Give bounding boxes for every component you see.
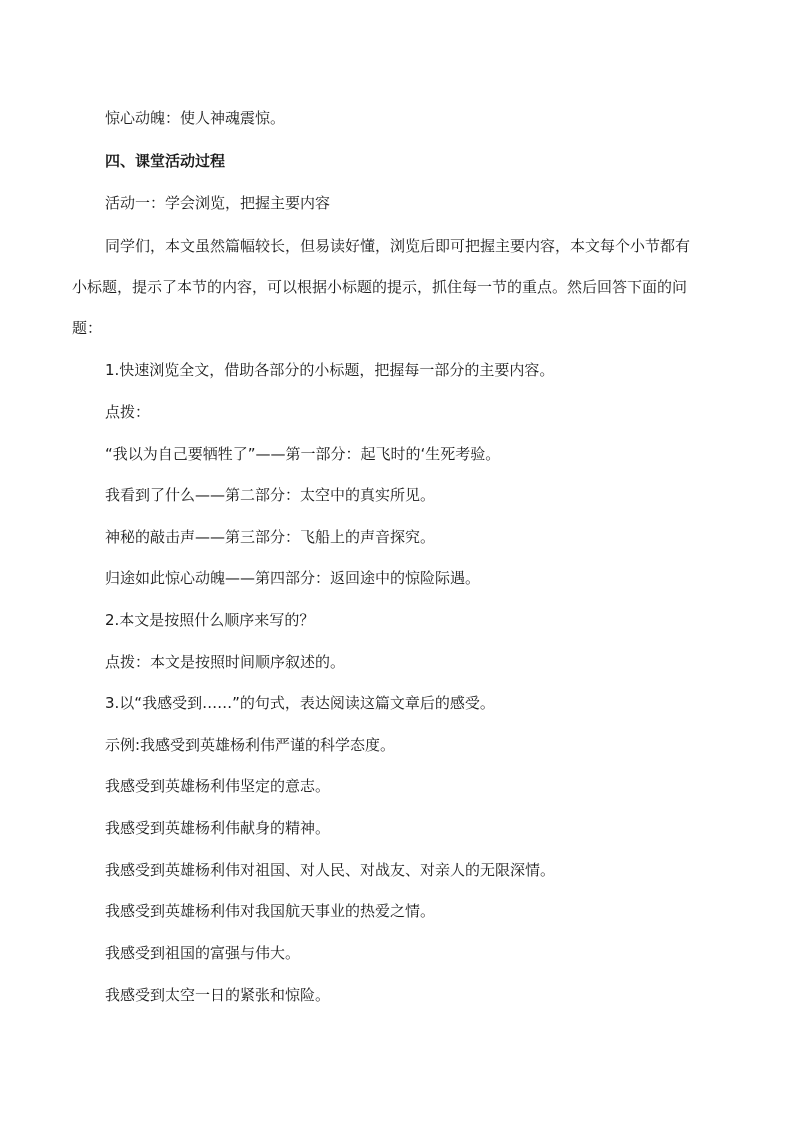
answer-part-1: “我以为自己要牺牲了”——第一部分：起飞时的‘生死考验。: [105, 445, 501, 463]
feeling-line-5: 我感受到祖国的富强与伟大。: [105, 944, 301, 962]
definition-line: 惊心动魄：使人神魂震惊。: [105, 109, 286, 127]
answer-part-2: 我看到了什么——第二部分：太空中的真实所见。: [105, 486, 436, 504]
feeling-line-2: 我感受到英雄杨利伟献身的精神。: [105, 819, 331, 837]
activity-title: 活动一：学会浏览，把握主要内容: [105, 194, 331, 212]
answer-part-4: 归途如此惊心动魄——第四部分：返回途中的惊险际遇。: [105, 569, 481, 587]
example-line: 示例:我感受到英雄杨利伟严谨的科学态度。: [105, 736, 396, 754]
feeling-line-1: 我感受到英雄杨利伟坚定的意志。: [105, 777, 331, 795]
answer-part-3: 神秘的敲击声——第三部分：飞船上的声音探究。: [105, 528, 436, 546]
hint-label-1: 点拨：: [105, 403, 151, 421]
feeling-line-4: 我感受到英雄杨利伟对我国航天事业的热爱之情。: [105, 902, 436, 920]
question-2: 2.本文是按照什么顺序来写的？: [105, 611, 315, 629]
paragraph-line-2: 小标题，提示了本节的内容，可以根据小标题的提示，抓住每一节的重点。然后回答下面的问: [72, 278, 688, 296]
question-3: 3.以“我感受到……”的句式，表达阅读这篇文章后的感受。: [105, 694, 495, 712]
hint-answer-2: 点拨：本文是按照时间顺序叙述的。: [105, 653, 346, 671]
question-1: 1.快速浏览全文，借助各部分的小标题，把握每一部分的主要内容。: [105, 361, 555, 379]
feeling-line-6: 我感受到太空一日的紧张和惊险。: [105, 986, 331, 1004]
paragraph-line-1: 同学们，本文虽然篇幅较长，但易读好懂，浏览后即可把握主要内容，本文每个小节都有: [105, 237, 691, 255]
paragraph-line-3: 题：: [72, 319, 103, 337]
section-heading: 四、课堂活动过程: [105, 152, 226, 170]
feeling-line-3: 我感受到英雄杨利伟对祖国、对人民、对战友、对亲人的无限深情。: [105, 861, 556, 879]
